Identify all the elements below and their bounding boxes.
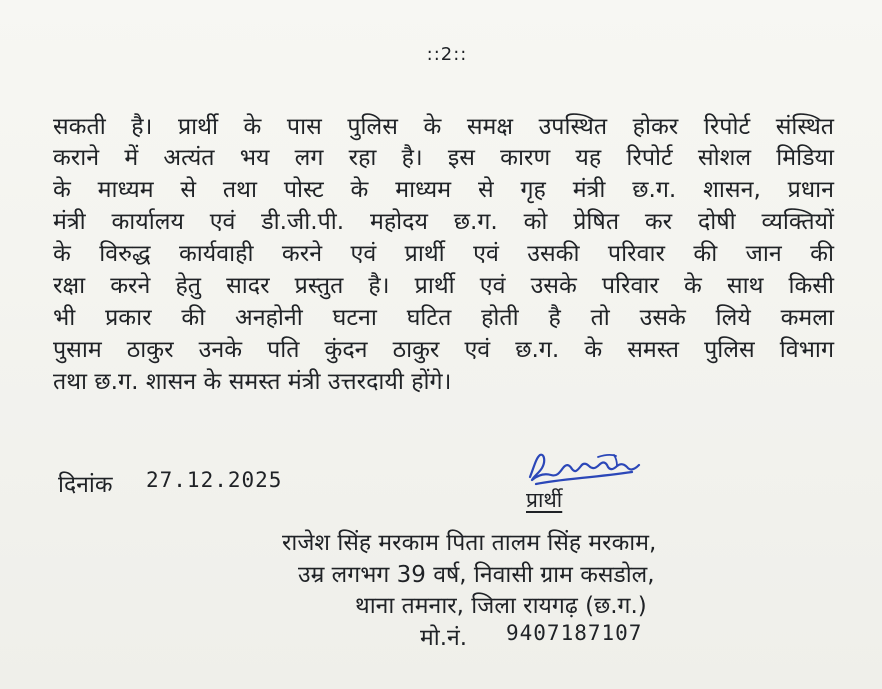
body-line-4: मंत्री कार्यालय एवं डी.जी.पी. महोदय छ.ग. को प्रेषित कर दोषी व्यक्तियों — [53, 208, 834, 235]
body-line-3: के माध्यम से तथा पोस्ट के माध्यम से गृह मंत्री छ.ग. शासन, प्रधान — [53, 176, 834, 203]
address-line-3: थाना तमनार, जिला रायगढ़ (छ.ग.) — [355, 593, 647, 619]
body-line-7: भी प्रकार की अनहोनी घटना घटित होती है तो उसके लिये कमला — [53, 304, 834, 331]
body-line-8: पुसाम ठाकुर उनके पति कुंदन ठाकुर एवं छ.ग. के समस्त पुलिस विभाग — [53, 336, 834, 363]
date-label: दिनांक — [58, 472, 113, 498]
address-line-1: राजेश सिंह मरकाम पिता तालम सिंह मरकाम, — [282, 530, 657, 556]
body-line-9: तथा छ.ग. शासन के समस्त मंत्री उत्तरदायी होंगे। — [53, 368, 452, 395]
mobile-label: मो.नं. — [420, 625, 468, 651]
applicant-label: प्रार्थी — [526, 488, 563, 512]
mobile-number: 9407187107 — [506, 621, 643, 645]
address-line-2: उम्र लगभग 39 वर्ष, निवासी ग्राम कसडोल, — [298, 562, 655, 588]
page-number: ::2:: — [426, 44, 468, 65]
body-line-5: के विरुद्ध कार्यवाही करने एवं प्रार्थी एवं उसकी परिवार की जान की — [53, 240, 834, 267]
body-line-6: रक्षा करने हेतु सादर प्रस्तुत है। प्रार्थी एवं उसके परिवार के साथ किसी — [53, 272, 834, 299]
date-value: 27.12.2025 — [146, 468, 283, 492]
body-line-2: कराने में अत्यंत भय लग रहा है। इस कारण यह रिपोर्ट सोशल मिडिया — [53, 144, 834, 171]
body-line-1: सकती है। प्रार्थी के पास पुलिस के समक्ष उपस्थित होकर रिपोर्ट संस्थित — [53, 113, 834, 140]
